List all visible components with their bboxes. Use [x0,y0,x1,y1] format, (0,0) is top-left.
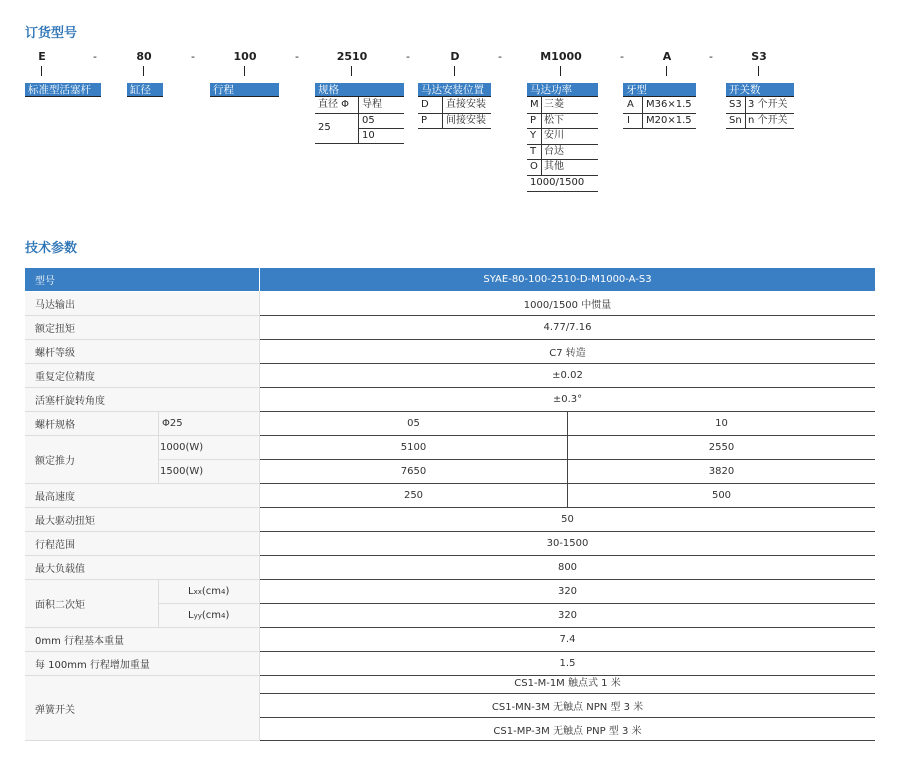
switch-code: Sn [729,115,742,126]
max-speed-label: 最高速度 [25,484,259,507]
spring-switch-label: 弹簧开关 [25,676,259,740]
screw-lead-05: 05 [407,418,420,429]
tick [560,66,561,76]
spec-diameter-head: 直径 Φ [318,99,350,110]
moment-subscript: yy [193,611,202,620]
thread-code: I [627,115,630,126]
code-switch: S3 [751,50,767,63]
switch-option: CS1-MN-3M 无触点 NPN 型 3 米 [491,702,644,713]
model-value: SYAE-80-100-2510-D-M1000-A-S3 [483,274,652,285]
mount-code: P [421,115,428,126]
power-brand: 松下 [544,115,564,126]
label-standard-rod: 标准型活塞杆 [25,83,101,97]
moment-unit: (cm [201,586,222,597]
max-load-label: 最大负载值 [25,556,259,579]
row-border [158,459,259,460]
drive-torque-value: 50 [561,514,574,525]
code-motor: M1000 [540,50,582,63]
moment-unit: (cm [201,610,222,621]
mount-desc: 直接安装 [446,99,486,110]
label-bore: 缸径 [127,83,163,97]
tick [351,66,352,76]
screw-spec-sub: Φ25 [158,412,259,435]
max-speed-value: 500 [711,490,732,501]
dash: - [295,50,299,63]
tick [244,66,245,76]
power-code: P [530,115,537,126]
thrust-value: 5100 [400,442,427,453]
mount-desc: 间接安装 [446,115,486,126]
rated-torque-value: 4.77/7.16 [543,322,592,333]
motor-output-value: 1000/1500 中惯量 [523,300,612,311]
power-header: 马达功率 [527,83,598,97]
divider [527,191,598,192]
ordering-title: 订货型号 [25,26,78,41]
repeat-accuracy-label: 重复定位精度 [25,364,259,387]
spec-diameter: 25 [318,122,331,133]
moment-lyy-label [158,604,259,627]
screw-grade-value: C7 转造 [549,348,586,359]
code-stroke: 100 [233,50,257,63]
divider [315,113,404,114]
thrust-label: 额定推力 [25,436,158,483]
tick [143,66,144,76]
moment-symbol: L [188,586,194,597]
repeat-accuracy-value: ±0.02 [552,370,583,381]
moment-exponent: 4 [221,611,226,620]
power-code: Y [530,130,537,141]
dash: - [406,50,410,63]
power-brand: 台达 [544,146,564,157]
model-label: 型号 [35,276,55,287]
thrust-value: 7650 [400,466,427,477]
tick [41,66,42,76]
power-brand: 安川 [544,130,564,141]
dash: - [191,50,195,63]
code-thread: A [662,50,672,63]
switch-desc: n 个开关 [748,115,788,126]
rod-rotation-value: ±0.3° [552,394,583,405]
divider [442,97,443,128]
divider [158,580,159,627]
tech-title: 技术参数 [25,241,78,256]
divider [158,412,159,483]
moment-lyy-value: 320 [557,610,578,621]
divider [745,97,746,128]
screw-spec-label: 螺杆规格 [25,412,158,435]
moment-label: 面积二次矩 [25,580,158,627]
divider [642,97,643,128]
dash: - [709,50,713,63]
code-mount: D [450,50,460,63]
rated-torque-label: 额定扭矩 [25,316,259,339]
divider [259,291,260,741]
moment-close: ) [225,586,230,597]
moment-lxx-value: 320 [557,586,578,597]
label-stroke: 行程 [210,83,279,97]
max-load-value: 800 [557,562,578,573]
row-border [25,740,259,741]
code-e: E [38,50,46,63]
divider [358,97,359,143]
switch-option: CS1-M-1M 触点式 1 米 [514,678,621,689]
power-code: T [530,146,537,157]
screw-lead-10: 10 [715,418,728,429]
divider [567,412,568,507]
moment-close: ) [225,610,230,621]
thrust-value: 3820 [708,466,735,477]
dash: - [93,50,97,63]
motor-output-label: 马达输出 [25,292,259,315]
power-footer: 1000/1500 [530,177,585,188]
moment-lxx-label [158,580,259,603]
tick [758,66,759,76]
max-speed-value: 250 [403,490,424,501]
tick [454,66,455,76]
moment-subscript: xx [193,587,202,596]
switch-option: CS1-MP-3M 无触点 PNP 型 3 米 [493,725,642,737]
switch-header: 开关数 [726,83,794,97]
divider [623,128,696,129]
stroke-range-value: 30-1500 [546,538,589,549]
thread-size: M20×1.5 [646,115,692,126]
divider [726,128,794,129]
row-border [158,603,259,604]
thread-header: 牙型 [623,83,696,97]
stroke-range-label: 行程范围 [25,532,259,555]
power-code: M [530,99,539,110]
thrust-value: 2550 [708,442,735,453]
row-border [260,740,875,741]
divider [315,143,404,144]
code-spec: 2510 [336,50,368,63]
divider [541,97,542,175]
power-code: O [530,161,538,172]
moment-exponent: 4 [221,587,226,596]
base-weight-label: 0mm 行程基本重量 [25,628,259,651]
add-weight-value: 1.5 [559,658,576,669]
switch-code: S3 [729,99,742,110]
base-weight-value: 7.4 [559,634,576,645]
power-brand: 其他 [544,161,564,172]
thrust-1000w: 1000(W) [158,436,259,459]
add-weight-label: 每 100mm 行程增加重量 [25,652,259,675]
spec-header: 规格 [315,83,404,97]
table-header-row [25,268,875,291]
thread-size: M36×1.5 [646,99,692,110]
code-bore: 80 [136,50,152,63]
spec-lead: 05 [362,115,375,126]
dash: - [620,50,624,63]
thrust-1500w: 1500(W) [158,460,259,483]
spec-lead: 10 [362,130,375,141]
tick [666,66,667,76]
thread-code: A [627,99,634,110]
moment-symbol: L [188,610,194,621]
power-brand: 三菱 [544,99,564,110]
mount-code: D [421,99,429,110]
rod-rotation-label: 活塞杆旋转角度 [25,388,259,411]
divider [418,128,491,129]
switch-desc: 3 个开关 [748,99,788,110]
spec-lead-head: 导程 [362,99,382,110]
drive-torque-label: 最大驱动扭矩 [25,508,259,531]
dash: - [498,50,502,63]
screw-grade-label: 螺杆等级 [25,340,259,363]
mount-header: 马达安装位置 [418,83,491,97]
